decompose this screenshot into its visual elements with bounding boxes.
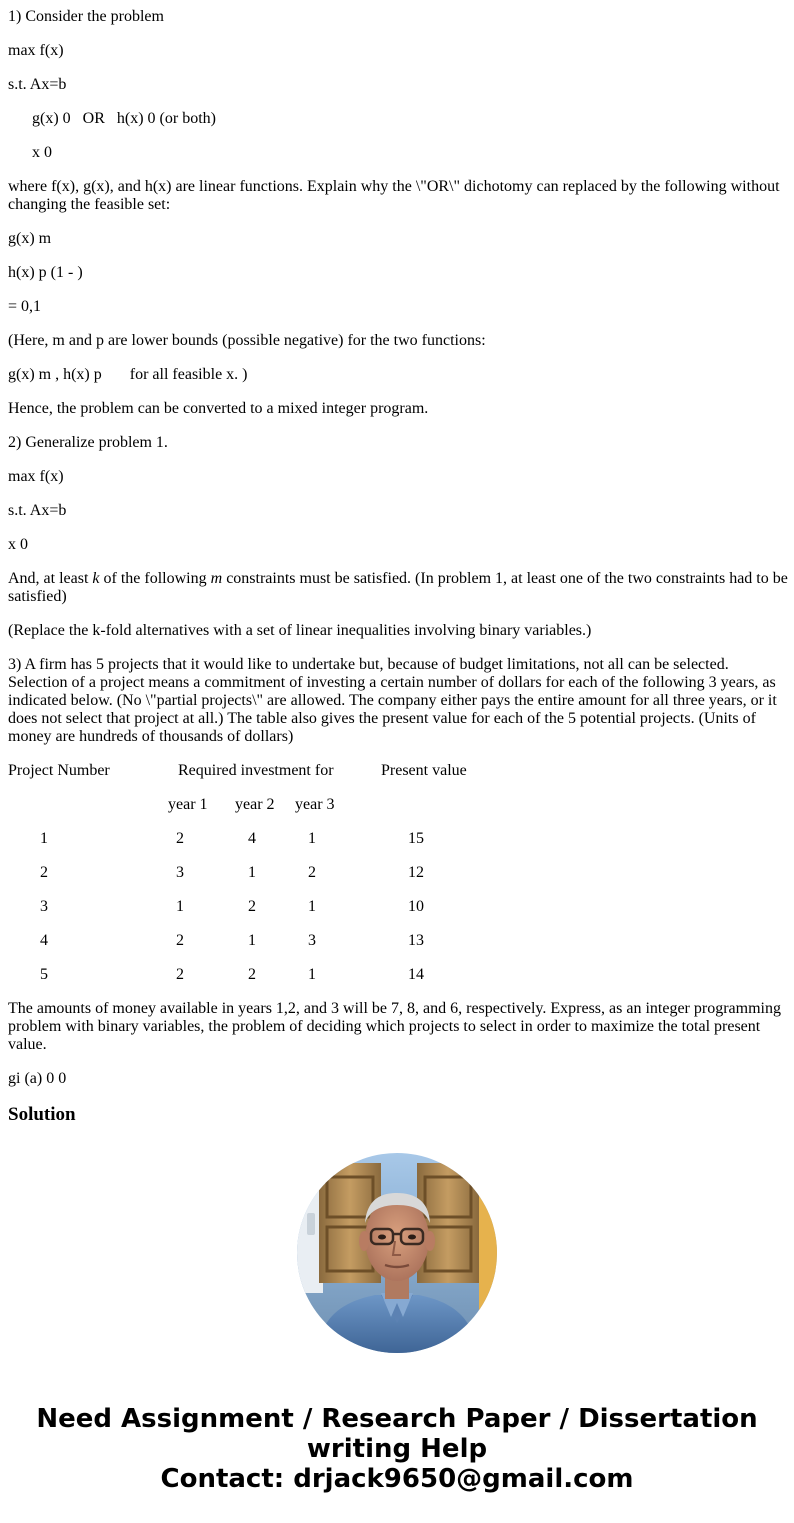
p1-constraint-ax: s.t. Ax=b xyxy=(8,76,67,93)
table-body xyxy=(8,830,788,984)
table-cell-pv: 12 xyxy=(408,864,424,881)
table-cell-pv: 14 xyxy=(408,966,424,983)
p1-bounds-note: (Here, m and p are lower bounds (possible negative) for the two functions: xyxy=(8,332,486,349)
p1-h-p: h(x) p (1 - ) xyxy=(8,264,83,281)
table-cell-y2: 1 xyxy=(248,864,256,881)
p2-kfold xyxy=(8,570,788,606)
table-cell-project: 4 xyxy=(40,932,48,949)
table-cell-y1: 3 xyxy=(176,864,184,881)
p1-bounds-right: for all feasible x. ) xyxy=(129,366,248,383)
p2-kfold-part2: of the following xyxy=(99,570,211,587)
p1-explain: where f(x), g(x), and h(x) are linear functions. Explain why the \"OR\" dichotomy can replaced by the following without changing the feasible set: xyxy=(8,178,780,213)
table-cell-y2: 4 xyxy=(248,830,256,847)
table-cell-y2: 2 xyxy=(248,898,256,915)
p1-bounds-left: g(x) m , h(x) p xyxy=(8,366,102,383)
th-year1: year 1 xyxy=(168,796,208,813)
table-row xyxy=(8,966,788,984)
table-cell-y3: 2 xyxy=(308,864,316,881)
p2-kfold-part3: constraints must be satisfied. (In problem 1, at least one of the two constraints had to be satisfied) xyxy=(8,570,788,605)
promo-line1: Need Assignment / Research Paper / Dissertation xyxy=(36,1404,758,1434)
table-cell-y1: 2 xyxy=(176,830,184,847)
p1-or-word: OR xyxy=(82,110,105,127)
p3-closing: The amounts of money available in years 1,2, and 3 will be 7, 8, and 6, respectively. Express, as an integer programming problem with binary variables, the problem of deciding which projects to select in order to maximize the total present value. xyxy=(8,1000,781,1053)
table-cell-project: 1 xyxy=(40,830,48,847)
table-cell-project: 3 xyxy=(40,898,48,915)
table-cell-y1: 2 xyxy=(176,932,184,949)
p1-nonneg: x 0 xyxy=(32,144,52,161)
solution-heading: Solution xyxy=(8,1104,76,1123)
p2-objective: max f(x) xyxy=(8,468,64,485)
p1-or-h: h(x) 0 (or both) xyxy=(116,110,216,127)
th-project-number: Project Number xyxy=(8,762,110,779)
table-row xyxy=(8,932,788,950)
th-year2: year 2 xyxy=(235,796,275,813)
table-row xyxy=(8,830,788,848)
p2-nonneg: x 0 xyxy=(8,536,28,553)
p1-or-line xyxy=(8,110,788,128)
table-cell-project: 5 xyxy=(40,966,48,983)
table-cell-y1: 2 xyxy=(176,966,184,983)
p2-kfold-k: k xyxy=(92,570,100,587)
table-cell-y2: 2 xyxy=(248,966,256,983)
table-header-row xyxy=(8,762,788,780)
table-cell-y1: 1 xyxy=(176,898,184,915)
th-present-value: Present value xyxy=(381,762,467,779)
table-cell-y2: 1 xyxy=(248,932,256,949)
p2-constraint-ax: s.t. Ax=b xyxy=(8,502,67,519)
p1-bounds-line xyxy=(8,366,788,384)
p2-replace-note: (Replace the k-fold alternatives with a set of linear inequalities involving binary variables.) xyxy=(8,622,592,639)
p2-kfold-part1: And, at least xyxy=(8,570,93,587)
p2-kfold-m: m xyxy=(210,570,223,587)
p2-intro: 2) Generalize problem 1. xyxy=(8,434,168,451)
table-cell-project: 2 xyxy=(40,864,48,881)
p1-conclusion: Hence, the problem can be converted to a mixed integer program. xyxy=(8,400,429,417)
table-row xyxy=(8,898,788,916)
p3-intro: 3) A firm has 5 projects that it would like to undertake but, because of budget limitations, not all can be selected. Selection of a project means a commitment of investing a certain number of dollars for each of the following 3 years, as indicated below. (No \"partial projects\" are allowed. The company either pays the entire amount for all three years, or it does not select that project at all.) The table also gives the present value for each of the 5 potential projects. (Units of money are hundreds of thousands of dollars) xyxy=(8,656,777,745)
table-cell-y3: 1 xyxy=(308,830,316,847)
promo-banner xyxy=(0,1404,794,1494)
p1-g-m: g(x) m xyxy=(8,230,52,247)
th-year3: year 3 xyxy=(295,796,335,813)
th-required-investment: Required investment for xyxy=(178,762,334,779)
table-cell-y3: 1 xyxy=(308,966,316,983)
p1-binary: = 0,1 xyxy=(8,298,42,315)
p1-intro: 1) Consider the problem xyxy=(8,8,164,25)
document-body xyxy=(8,0,788,1123)
table-subheader-row xyxy=(8,796,788,814)
author-photo xyxy=(297,1153,497,1353)
p1-objective: max f(x) xyxy=(8,42,64,59)
promo-line3: Contact: drjack9650@gmail.com xyxy=(160,1464,634,1494)
p1-or-g: g(x) 0 xyxy=(32,110,71,127)
table-cell-y3: 3 xyxy=(308,932,316,949)
table-cell-pv: 10 xyxy=(408,898,424,915)
table-cell-pv: 13 xyxy=(408,932,424,949)
p3-trailing: gi (a) 0 0 xyxy=(8,1070,67,1087)
table-cell-pv: 15 xyxy=(408,830,424,847)
table-row xyxy=(8,864,788,882)
promo-line2: writing Help xyxy=(306,1434,488,1464)
table-cell-y3: 1 xyxy=(308,898,316,915)
